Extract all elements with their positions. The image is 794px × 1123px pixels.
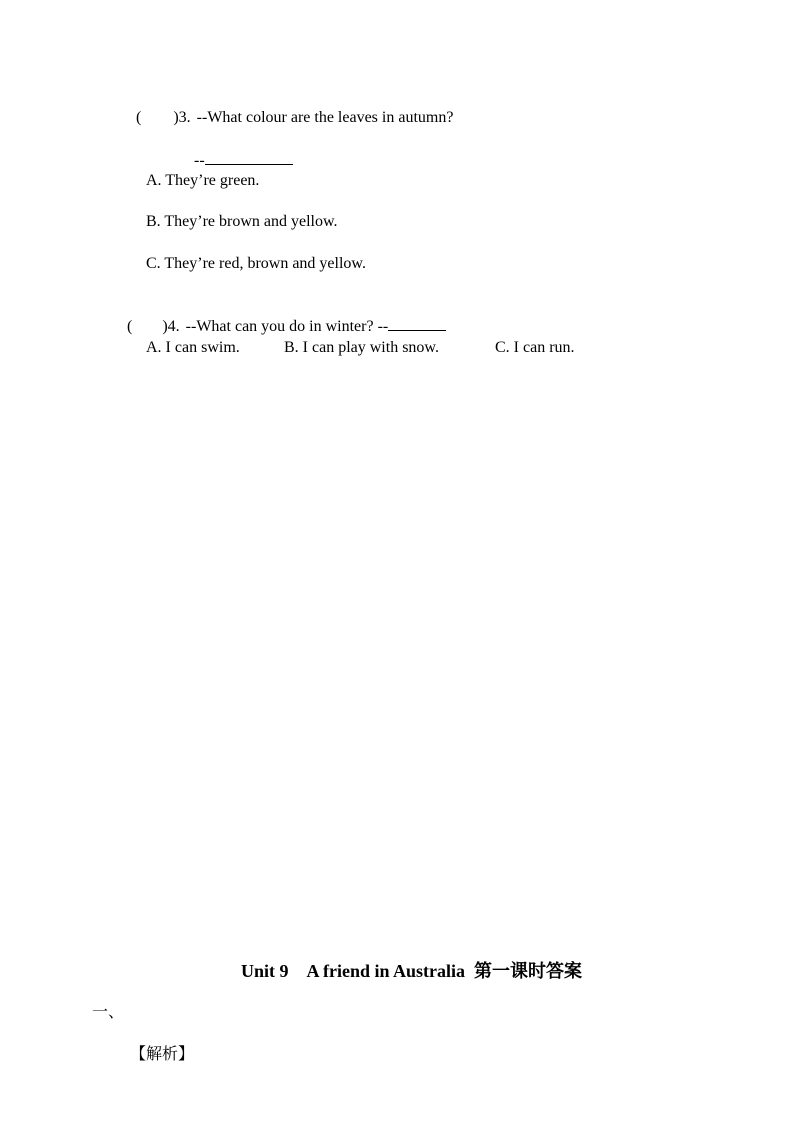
question-3	[128, 88, 453, 128]
answer-paren-open: (	[136, 109, 142, 126]
option-3c: C. They’re red, brown and yellow.	[146, 255, 366, 272]
question-prompt: --What can you do in winter? --	[185, 318, 389, 335]
answer-prefix: --	[194, 152, 205, 169]
question-4	[119, 296, 446, 337]
answer-paren-close: )	[173, 109, 179, 126]
analysis-label: 【解析】	[130, 1046, 195, 1063]
answer-blank	[205, 150, 293, 165]
option-3a: A. They’re green.	[146, 172, 260, 189]
section-marker: 一、	[92, 1004, 125, 1021]
answer-paren-close: )	[162, 318, 168, 335]
option-3b: B. They’re brown and yellow.	[146, 213, 338, 230]
question-prompt: --What colour are the leaves in autumn?	[196, 109, 454, 126]
answer-paren-open: (	[127, 318, 133, 335]
question-number: 4.	[167, 318, 180, 335]
answer-section-title: Unit 9 A friend in Australia 第一课时答案	[241, 961, 583, 981]
option-4b: B. I can play with snow.	[284, 339, 439, 356]
option-4c: C. I can run.	[495, 339, 575, 356]
answer-blank-line	[186, 130, 293, 171]
option-4a: A. I can swim.	[146, 339, 240, 356]
answer-blank	[388, 316, 446, 331]
question-number: 3.	[178, 109, 191, 126]
